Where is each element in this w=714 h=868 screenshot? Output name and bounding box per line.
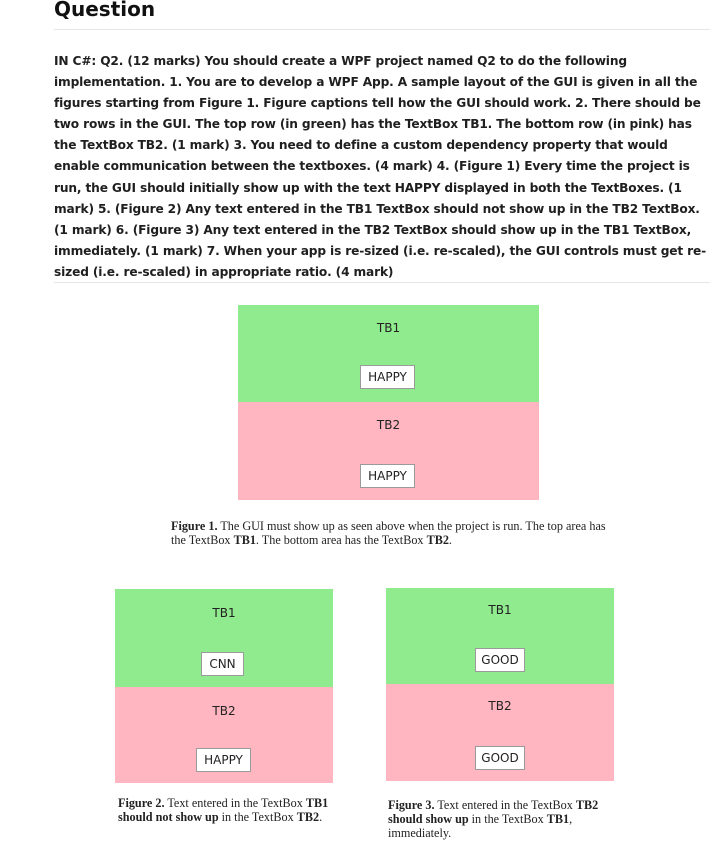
caption-figure-number: Figure 1. [171, 519, 218, 533]
tb2-label: TB2 [376, 418, 401, 432]
question-text: IN C#: Q2. (12 marks) You should create a WPF project named Q2 to do the following implementation. 1. You are to develop a WPF App. A sample layout of the GUI is given in all the figures starting from Figure 1. Figure captions tell how the GUI should work. 2. There should be two rows in the GUI. The top row (in green) has the TextBox TB1. The bottom row (in pink) has the TextBox TB2. (1 mark) 3. You need to define a custom dependency property that would enable communication between the textboxes. (4 mark) 4. (Figure 1) Every time the project is run, the GUI should initially show up with the text HAPPY displayed in both the TextBoxes. (1 mark) 5. (Figure 2) Any text entered in the TB1 TextBox should not show up in the TB2 TextBox. (1 mark) 6. (Figure 3) Any text entered in the TB2 TextBox should show up in the TB1 TextBox, immediately. (1 mark) 7. When your app is re-sized (i.e. re-scaled), the GUI controls must get re-sized (i.e. re-scaled) in appropriate ratio. (4 mark) [54, 54, 707, 279]
tb1-label: TB1 [488, 603, 512, 617]
caption-figure-number: Figure 2. [118, 796, 165, 810]
tb1-row [115, 589, 333, 687]
caption-emphasis: TB1 should not show up [118, 796, 329, 824]
caption-text: Text entered in the TextBox [164, 796, 306, 810]
caption-emphasis: TB2 [296, 810, 320, 824]
tb2-textbox[interactable]: GOOD [475, 746, 525, 770]
tb2-row [386, 684, 614, 781]
caption-emphasis: TB1 [233, 533, 256, 547]
heading-divider [54, 29, 710, 30]
caption-text: in the TextBox [468, 812, 547, 826]
tb2-textbox[interactable]: HAPPY [196, 748, 251, 772]
question-heading: Question [54, 0, 156, 21]
figure-1-caption [171, 519, 621, 547]
tb2-textbox[interactable]: HAPPY [360, 464, 415, 488]
tb2-row [115, 687, 333, 783]
tb2-row [238, 402, 539, 500]
caption-text: . [319, 810, 323, 824]
caption-text: . [448, 533, 452, 547]
tb1-textbox[interactable]: CNN [201, 652, 244, 676]
caption-emphasis: TB2 should show up [388, 798, 599, 826]
tb1-label: TB1 [212, 606, 236, 620]
tb2-label: TB2 [488, 699, 512, 713]
tb1-textbox[interactable]: GOOD [475, 648, 525, 672]
figure-2-gui [115, 589, 333, 783]
figure-2-caption [118, 796, 358, 824]
figure-3-gui [386, 588, 614, 781]
caption-text: Text entered in the TextBox [434, 798, 576, 812]
tb1-label: TB1 [376, 321, 401, 335]
caption-text: , immediately. [388, 812, 573, 840]
figure-1-gui [238, 305, 539, 500]
caption-figure-number: Figure 3. [388, 798, 435, 812]
caption-text: in the TextBox [218, 810, 297, 824]
tb2-label: TB2 [212, 704, 236, 718]
caption-emphasis: TB2 [426, 533, 449, 547]
caption-text: The GUI must show up as seen above when the project is run. The top area has the TextBox [171, 519, 606, 547]
figure-3-caption [388, 798, 628, 840]
tb1-row [386, 588, 614, 684]
caption-text: . The bottom area has the TextBox [255, 533, 427, 547]
tb1-row [238, 305, 539, 402]
tb1-textbox[interactable]: HAPPY [360, 365, 415, 389]
question-divider [54, 282, 710, 283]
caption-emphasis: TB1 [546, 812, 570, 826]
